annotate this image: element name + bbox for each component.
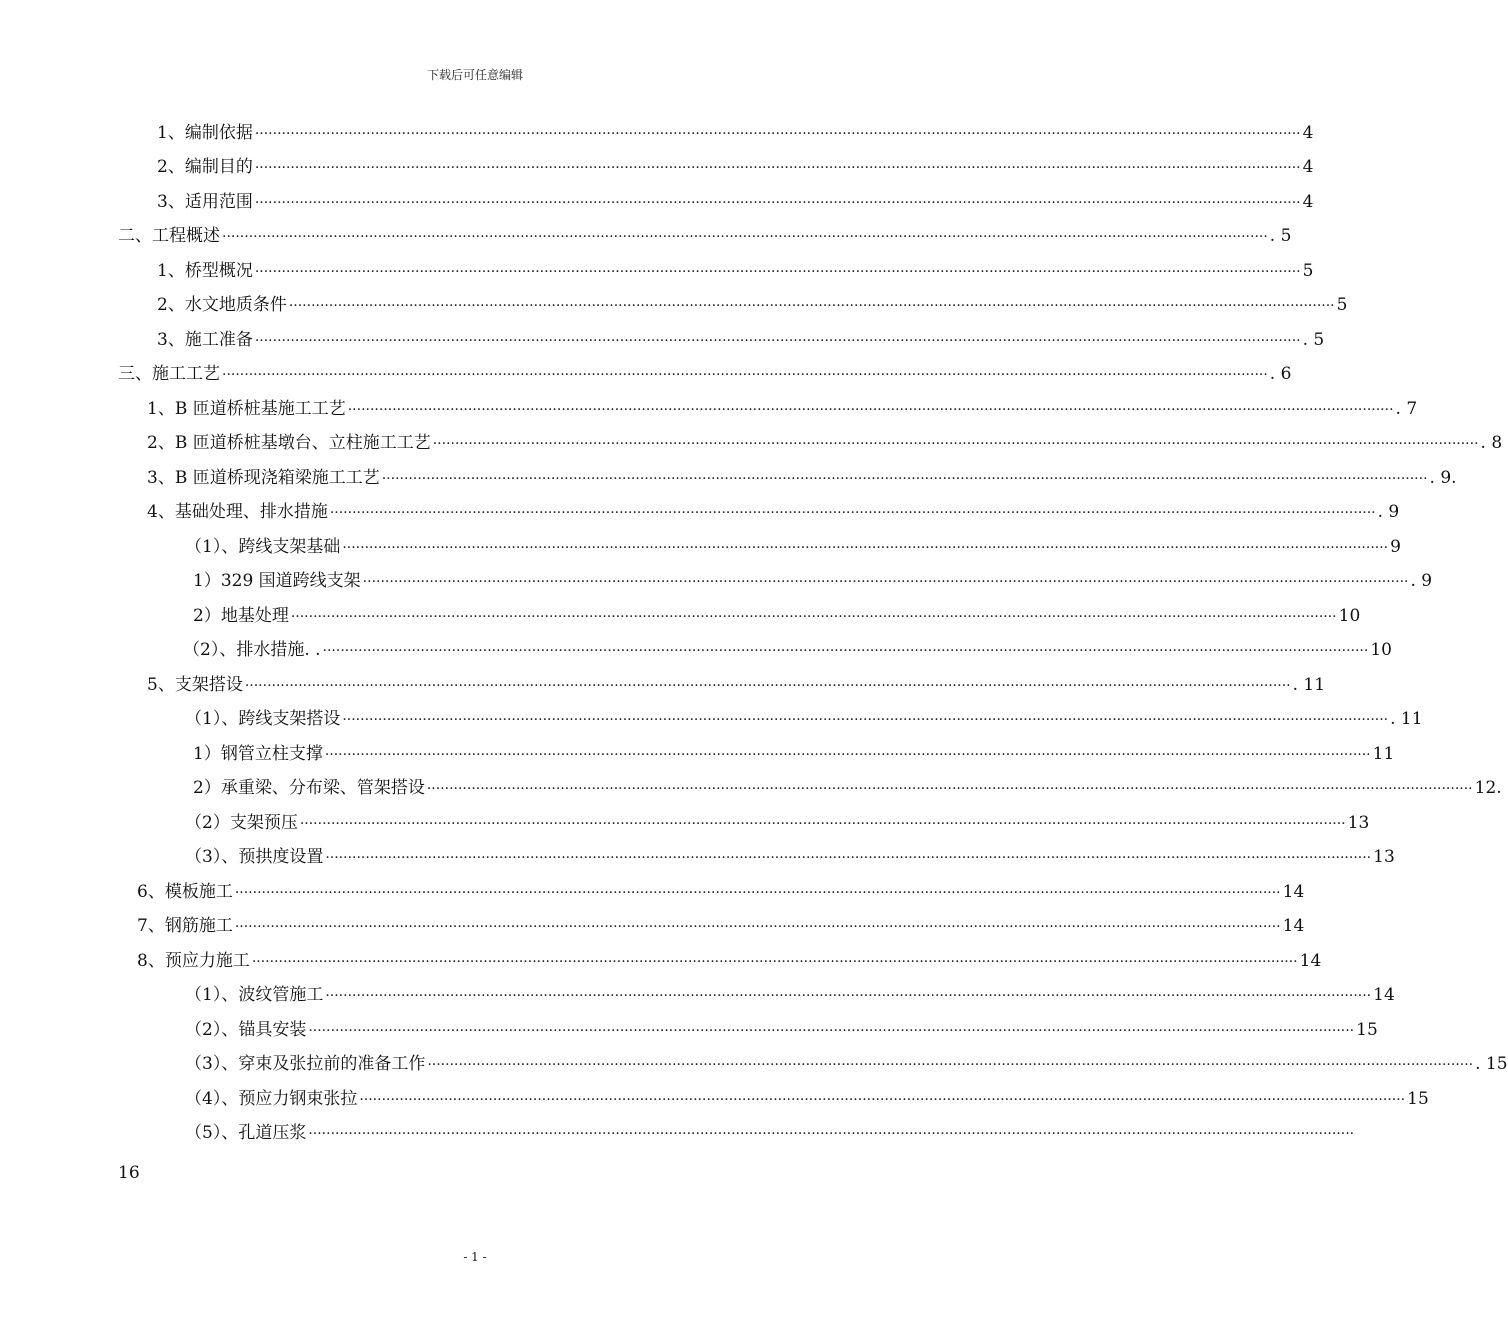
toc-entry[interactable]: [147, 674, 1326, 697]
toc-entry-page-number: . 15: [1475, 1054, 1508, 1074]
toc-entry-page-number: 15: [1356, 1020, 1378, 1040]
toc-dot-leader: ···········································································································································································································································: [254, 333, 1301, 349]
toc-entry[interactable]: [147, 467, 1457, 490]
toc-entry-page-number: 13: [1373, 847, 1395, 867]
toc-entry-page-number: 10: [1338, 606, 1361, 626]
toc-dot-leader: ···········································································································································································································································: [362, 574, 1409, 590]
toc-entry-page-number: 15: [1407, 1089, 1429, 1109]
toc-entry-title: （1）、波纹管施工: [185, 985, 324, 1005]
toc-dot-leader: ···········································································································································································································································: [381, 471, 1428, 487]
toc-entry-page-number: 9: [1390, 537, 1401, 557]
toc-entry-page-number: . 7: [1395, 399, 1418, 419]
toc-entry[interactable]: [157, 122, 1314, 145]
toc-entry-page-number: 12.: [1474, 778, 1502, 798]
toc-entry-page-number: . 9.: [1429, 468, 1457, 488]
toc-entry-title: 7、钢筋施工: [137, 916, 233, 936]
toc-entry-title: 2、编制目的: [157, 157, 253, 177]
toc-entry-title: 3、B 匝道桥现浇箱梁施工工艺: [147, 468, 380, 488]
toc-dot-leader: ···········································································································································································································································: [299, 816, 1346, 832]
toc-entry[interactable]: [137, 915, 1305, 938]
toc-entry[interactable]: [193, 570, 1433, 593]
toc-entry-page-number: 11: [1372, 744, 1395, 764]
toc-entry-page-number: 14: [1282, 916, 1305, 936]
toc-entry[interactable]: [193, 777, 1502, 800]
toc-entry-page-number: . 8: [1480, 433, 1503, 453]
toc-entry-page-number: . 11: [1390, 709, 1423, 729]
toc-entry[interactable]: [147, 501, 1400, 524]
toc-entry-title: 二、工程概述: [118, 226, 220, 246]
toc-dot-leader: ···········································································································································································································································: [244, 678, 1291, 694]
toc-dot-leader: ···········································································································································································································································: [222, 367, 1268, 383]
toc-entry[interactable]: [185, 1088, 1429, 1111]
toc-entry-page-number: 4: [1302, 123, 1314, 143]
toc-dot-leader: ···········································································································································································································································: [325, 988, 1372, 1004]
toc-entry-title: （2）、排水措施. .: [183, 640, 321, 660]
toc-entry-page-number: . 6: [1269, 364, 1292, 384]
toc-entry[interactable]: [157, 156, 1314, 179]
toc-entry[interactable]: [185, 812, 1370, 835]
toc-entry-title: 5、支架搭设: [147, 675, 243, 695]
toc-entry-title: 4、基础处理、排水措施: [147, 502, 328, 522]
toc-dot-leader: ···········································································································································································································································: [254, 195, 1301, 211]
toc-entry-title: 3、施工准备: [157, 330, 253, 350]
toc-entry[interactable]: [137, 881, 1305, 904]
toc-entry[interactable]: [185, 708, 1423, 731]
toc-dot-leader: ···········································································································································································································································: [254, 264, 1301, 280]
toc-entry[interactable]: [185, 536, 1401, 559]
toc-entry[interactable]: [193, 743, 1395, 766]
toc-entry-title: 1、B 匝道桥桩基施工工艺: [147, 399, 346, 419]
toc-entry[interactable]: [185, 846, 1395, 869]
page-footer: - 1 -: [463, 1250, 487, 1264]
toc-entry-page-number: 13: [1347, 813, 1370, 833]
toc-entry-page-number: 14: [1282, 882, 1305, 902]
toc-entry-page-number: 4: [1302, 157, 1314, 177]
toc-dot-leader: ···········································································································································································································································: [426, 781, 1473, 797]
toc-dot-leader: ···········································································································································································································································: [234, 885, 1281, 901]
toc-entry[interactable]: [185, 1053, 1508, 1076]
toc-entry[interactable]: [157, 191, 1314, 214]
toc-entry-page-number: 14: [1299, 951, 1322, 971]
toc-dot-leader: ···········································································································································································································································: [288, 298, 1335, 314]
toc-entry-title: 2、B 匝道桥桩基墩台、立柱施工工艺: [147, 433, 431, 453]
toc-entry-page-number: 14: [1373, 985, 1395, 1005]
toc-entry-page-number: 5: [1336, 295, 1348, 315]
toc-dot-leader: ···········································································································································································································································: [234, 919, 1281, 935]
toc-entry[interactable]: [118, 225, 1292, 248]
toc-dot-leader: ···········································································································································································································································: [359, 1092, 1406, 1108]
toc-dot-leader: ···········································································································································································································································: [254, 126, 1301, 142]
toc-entry[interactable]: [157, 329, 1325, 352]
toc-entry-title: （2）、锚具安装: [185, 1020, 307, 1040]
toc-entry[interactable]: [118, 363, 1292, 386]
toc-dot-leader: ···········································································································································································································································: [290, 609, 1337, 625]
toc-entry-page-number: 10: [1370, 640, 1392, 660]
toc-entry[interactable]: [137, 950, 1322, 973]
toc-entry-title: 1、桥型概况: [157, 261, 253, 281]
toc-entry-title: （3）、预拱度设置: [185, 847, 324, 867]
toc-entry-title: 2）承重梁、分布梁、管架搭设: [193, 778, 425, 798]
toc-entry-page-number: . 9: [1410, 571, 1433, 591]
toc-dot-leader: ···········································································································································································································································: [222, 229, 1268, 245]
toc-entry-title: 8、预应力施工: [137, 951, 250, 971]
toc-dot-leader: ···········································································································································································································································: [432, 436, 1479, 452]
toc-entry[interactable]: [157, 260, 1314, 283]
toc-entry-title: （1）、跨线支架基础: [185, 537, 341, 557]
toc-dot-leader: ···········································································································································································································································: [308, 1126, 1355, 1142]
toc-entry-title: （2）支架预压: [185, 813, 298, 833]
toc-entry[interactable]: [185, 1122, 1355, 1145]
toc-entry[interactable]: [147, 398, 1418, 421]
toc-entry-title: （1）、跨线支架搭设: [185, 709, 341, 729]
page-header: 下载后可任意编辑: [426, 68, 523, 82]
toc-entry-title: 1）钢管立柱支撑: [193, 744, 323, 764]
toc-entry[interactable]: [183, 639, 1392, 662]
toc-entry-title: （5）、孔道压浆: [185, 1123, 307, 1143]
toc-entry-page-number: . 9: [1377, 502, 1400, 522]
toc-entry[interactable]: [185, 1019, 1378, 1042]
toc-entry-title: 2、水文地质条件: [157, 295, 287, 315]
toc-entry-page-number: . 11: [1292, 675, 1326, 695]
toc-dot-leader: ···········································································································································································································································: [342, 540, 1389, 556]
toc-dot-leader: ···········································································································································································································································: [308, 1023, 1355, 1039]
toc-dot-leader: ···········································································································································································································································: [251, 954, 1298, 970]
toc-entry-title: 3、适用范围: [157, 192, 253, 212]
toc-entry-title: 2）地基处理: [193, 606, 289, 626]
toc-entry-title: 三、施工工艺: [118, 364, 220, 384]
toc-entry-title: 6、模板施工: [137, 882, 233, 902]
toc-entry-title: （3）、穿束及张拉前的准备工作: [185, 1054, 426, 1074]
toc-dot-leader: ···········································································································································································································································: [329, 505, 1376, 521]
toc-wrapped-page-number: 16: [118, 1163, 140, 1183]
toc-entry[interactable]: [157, 294, 1348, 317]
toc-entry-title: 1）329 国道跨线支架: [193, 571, 361, 591]
toc-entry-page-number: 4: [1302, 192, 1314, 212]
toc-dot-leader: ···········································································································································································································································: [427, 1057, 1474, 1073]
toc-entry-page-number: . 5: [1269, 226, 1292, 246]
toc-dot-leader: ···········································································································································································································································: [325, 850, 1372, 866]
toc-entry[interactable]: [185, 984, 1395, 1007]
toc-dot-leader: ···········································································································································································································································: [324, 747, 1371, 763]
toc-dot-leader: ···········································································································································································································································: [342, 712, 1389, 728]
toc-dot-leader: ···········································································································································································································································: [254, 160, 1301, 176]
toc-entry-title: 1、编制依据: [157, 123, 253, 143]
toc-entry[interactable]: [147, 432, 1503, 455]
toc-dot-leader: ···········································································································································································································································: [347, 402, 1394, 418]
toc-entry-page-number: 5: [1302, 261, 1314, 281]
toc-entry-page-number: . 5: [1302, 330, 1325, 350]
toc-dot-leader: ···········································································································································································································································: [322, 643, 1369, 659]
toc-entry-title: （4）、预应力钢束张拉: [185, 1089, 358, 1109]
toc-entry[interactable]: [193, 605, 1361, 628]
